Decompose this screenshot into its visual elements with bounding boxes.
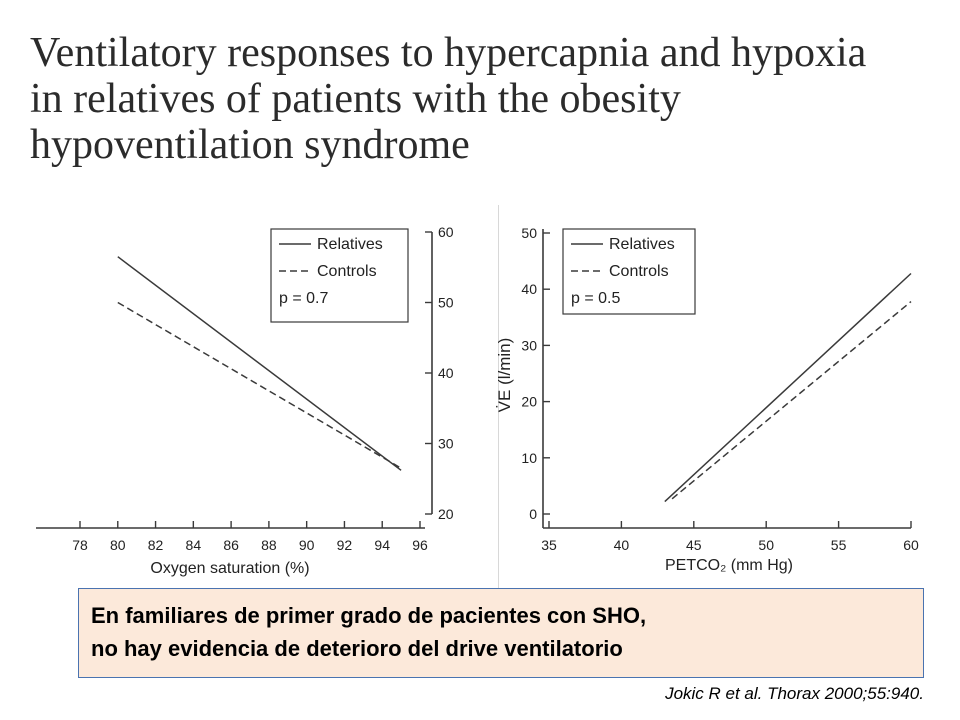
citation: Jokic R et al. Thorax 2000;55:940. [665, 684, 924, 703]
x-tick-label: 55 [830, 537, 847, 553]
p-value-annotation: p = 0.5 [571, 290, 621, 307]
y-tick-label: 40 [521, 281, 537, 298]
x-tick-label: 92 [336, 537, 353, 553]
x-tick-label: 90 [298, 537, 315, 553]
y-tick-label: 20 [438, 506, 454, 522]
legend-label: Controls [317, 263, 377, 280]
x-tick-label: 86 [223, 537, 239, 553]
conclusion-box [78, 588, 924, 678]
chart-svg [0, 205, 496, 590]
x-tick-label: 88 [261, 537, 277, 553]
x-tick-label: 84 [185, 537, 202, 553]
x-axis-label: Oxygen saturation (%) [150, 560, 310, 577]
x-tick-label: 50 [758, 537, 774, 553]
series-line-relatives [665, 274, 911, 502]
y-axis-label: V̇E (l/min) [495, 337, 514, 413]
y-tick-label: 40 [438, 365, 454, 381]
chart-petco2 [495, 205, 945, 590]
x-tick-label: 60 [903, 537, 919, 553]
legend-label: Relatives [609, 236, 675, 253]
title-line-2: in relatives of patients with the obesity [30, 76, 681, 122]
chart-oxygen-saturation [0, 205, 496, 590]
x-tick-label: 80 [109, 537, 126, 553]
x-tick-label: 35 [541, 537, 557, 553]
x-axis-label: PETCO₂ (mm Hg) [665, 557, 793, 574]
chart-svg [495, 205, 945, 590]
conclusion-line-1: En familiares de primer grado de pacientes con SHO, [91, 603, 647, 628]
legend-label: Controls [609, 263, 669, 280]
y-tick-label: 0 [529, 506, 537, 522]
x-tick-label: 45 [686, 537, 702, 553]
x-tick-label: 94 [374, 537, 391, 553]
legend-label: Relatives [317, 236, 383, 253]
conclusion-line-2: no hay evidencia de deterioro del drive ventilatorio [91, 636, 623, 661]
x-tick-label: 96 [412, 537, 428, 553]
title-line-3: hypoventilation syndrome [30, 122, 470, 168]
y-tick-label: 30 [521, 337, 537, 354]
series-line-controls [118, 303, 401, 469]
x-tick-label: 40 [613, 537, 630, 553]
y-tick-label: 60 [438, 224, 454, 240]
y-tick-label: 20 [521, 393, 537, 410]
series-line-controls [672, 302, 911, 499]
p-value-annotation: p = 0.7 [279, 290, 329, 307]
title-line-1: Ventilatory responses to hypercapnia and hypoxia [30, 30, 867, 76]
x-tick-label: 78 [72, 537, 88, 553]
y-tick-label: 50 [521, 225, 537, 241]
page-title [30, 30, 950, 168]
y-tick-label: 10 [521, 449, 537, 466]
y-tick-label: 30 [438, 435, 454, 452]
y-tick-label: 50 [438, 294, 454, 311]
x-tick-label: 82 [147, 537, 164, 553]
